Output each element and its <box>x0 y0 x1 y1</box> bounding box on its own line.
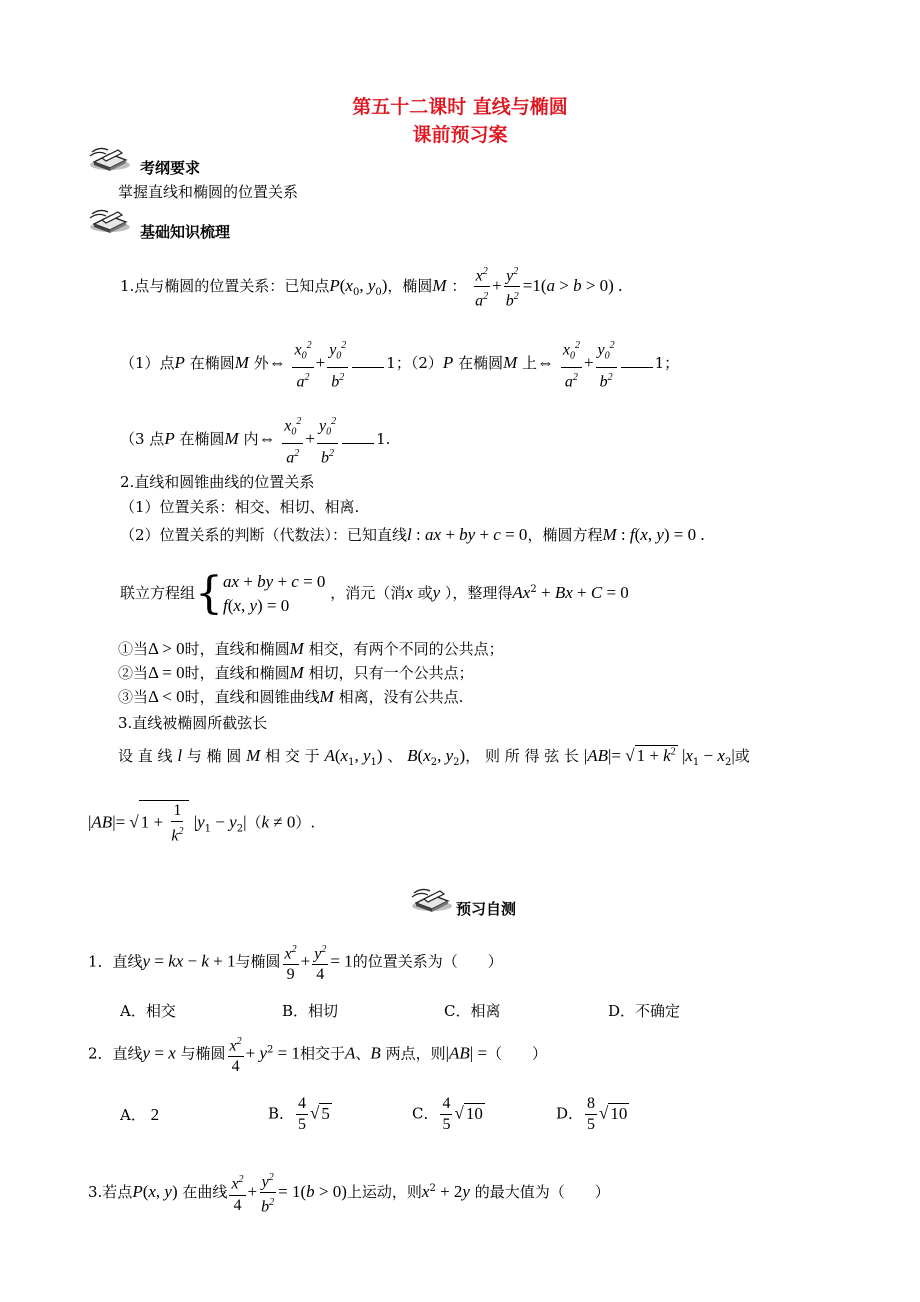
text-relations: （1）位置关系：相交、相切、相离. <box>120 498 360 516</box>
q1-option-c: C．相离 <box>444 1002 501 1020</box>
book-icon <box>88 206 132 234</box>
page-subtitle: 课前预习案 <box>412 124 508 146</box>
book-icon <box>88 144 132 172</box>
heading-line-conic: 2.直线和圆锥曲线的位置关系 <box>120 473 315 491</box>
paragraph-case-inside: （3 点P 在椭圆M 内⇔ $\frac{x_0^2}{a^2}$ + $\frac{y_0^2}{b^2}$ 1. <box>120 412 390 468</box>
question-3: 3.若点P(x, y) 在曲线 $\frac{x^2}{4}$ + $\frac{y^2}{b^2}$ = 1(b > 0)上运动，则$x^2 + 2y$ 的最大值为（ ） <box>88 1168 610 1218</box>
case-2: ②当Δ = 0时，直线和椭圆M 相切，只有一个公共点； <box>118 663 474 682</box>
section-heading-selftest: 预习自测 <box>456 900 517 918</box>
question-1: 1．直线y = kx − k + 1与椭圆 $\frac{x^2}{9}$ + $\frac{y^2}{4}$ = 1的位置关系为（ ） <box>88 940 503 985</box>
page-title: 第五十二课时 直线与椭圆 <box>352 96 568 118</box>
text-chord-formula-1: 设 直 线 l 与 椭 圆 M 相 交 于 $A(x_1$, $y_1$) 、 $B(x_2$, $y_2$)， 则 所 得 弦 长 |AB|= √ $1 + k^2$ $|x_1 - x_2|$或 <box>118 746 750 768</box>
text-chord-formula-2: |AB|= √ 1 + $\frac{1}{k^2}$ $|y_1 - y_2|(k \ne 0)$. <box>88 802 316 845</box>
text-algebraic-method: （2）位置关系的判断（代数法）：已知直线l : ax + by + c = 0，椭圆方程M : f(x, y) = 0 . <box>120 525 705 544</box>
paragraph-point-ellipse: 1.点与椭圆的位置关系：已知点$P(x_0$, $y_0$)，椭圆M ： $\frac{x^2}{a^2}$ + $\frac{y^2}{b^2}$ =1(a > b > 0) . <box>120 262 622 312</box>
paragraph-case-outside-on: （1）点P 在椭圆M 外⇔ $\frac{x_0^2}{a^2}$ + $\frac{y_0^2}{b^2}$ 1；（2）P 在椭圆M 上⇔ $\frac{x_0^2}{a^2}$ + $\frac{y_0^2}{b^2}$ 1； <box>120 336 679 392</box>
case-3: ③当Δ < 0时，直线和圆锥曲线M 相离，没有公共点. <box>118 687 464 706</box>
q2-option-b: B． $\frac{4}{5}$ √ 5 <box>268 1095 330 1133</box>
case-1: ①当Δ > 0时，直线和椭圆M 相交，有两个不同的公共点； <box>118 639 504 658</box>
q1-option-d: D．不确定 <box>608 1002 681 1020</box>
question-2: 2．直线y = x 与椭圆 $\frac{x^2}{4}$ + $y^2 = 1$相交于A、B 两点，则|AB| =（ ） <box>88 1032 547 1077</box>
q2-option-d: D． $\frac{8}{5}$ √ 10 <box>556 1095 628 1133</box>
syllabus-text: 掌握直线和椭圆的位置关系 <box>118 183 299 201</box>
q2-option-c: C． $\frac{4}{5}$ √ 10 <box>412 1095 483 1133</box>
q2-option-a: A． 2 <box>120 1105 160 1124</box>
heading-chord: 3.直线被椭圆所截弦长 <box>118 714 268 732</box>
q1-option-b: B．相切 <box>282 1002 339 1020</box>
book-icon <box>410 885 454 913</box>
text-system: 联立方程组{ ax + by + c = 0 f(x, y) = 0 ，消元（消x 或y ），整理得$Ax^2 + Bx + C = 0$ <box>120 568 629 619</box>
section-heading-syllabus: 考纲要求 <box>140 159 201 177</box>
section-heading-basics: 基础知识梳理 <box>140 223 231 241</box>
q1-option-a: A．相交 <box>120 1002 176 1020</box>
